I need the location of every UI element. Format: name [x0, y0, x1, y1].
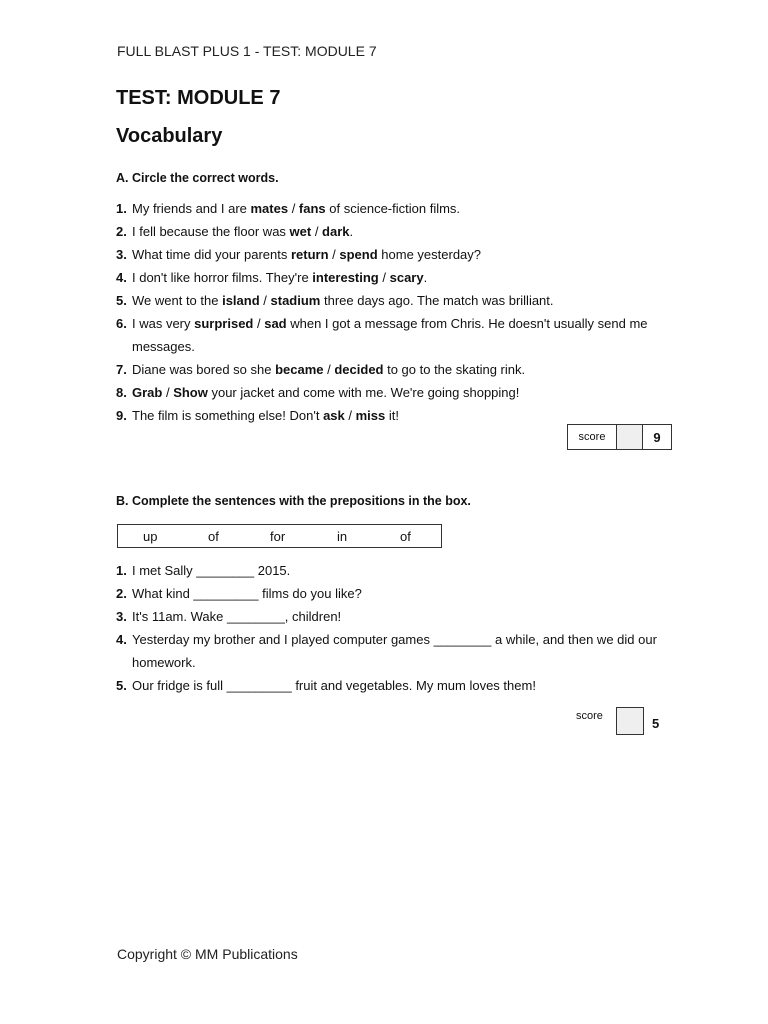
score-input[interactable] [616, 707, 644, 735]
item-number: 2. [116, 224, 127, 239]
option-word[interactable]: stadium [270, 293, 321, 308]
option-word[interactable]: mates [250, 201, 289, 216]
copyright-footer: Copyright © MM Publications [117, 946, 298, 962]
item-text: Diane was bored so she [132, 362, 276, 377]
page-title: TEST: MODULE 7 [116, 87, 281, 109]
item-text: The film is something else! Don't [132, 408, 324, 423]
item-number: 2. [116, 586, 127, 601]
separator: / [328, 247, 340, 262]
item-text[interactable]: It's 11am. Wake ________, children! [132, 609, 342, 624]
option-word[interactable]: decided [334, 362, 384, 377]
list-item [116, 582, 676, 605]
item-text: My friends and I are [132, 201, 251, 216]
word-box [117, 524, 442, 548]
list-item [116, 289, 676, 312]
item-text: I fell because the floor was [132, 224, 290, 239]
option-word[interactable]: wet [289, 224, 312, 239]
item-text: when I got a message from Chris. He doesn't usually send me messages. [132, 316, 648, 354]
word-box-item: of [208, 528, 219, 544]
item-number: 8. [116, 385, 127, 400]
item-number: 5. [116, 293, 127, 308]
item-text: of science-fiction films. [325, 201, 461, 216]
option-word[interactable]: interesting [312, 270, 379, 285]
separator: / [253, 316, 265, 331]
option-word[interactable]: Grab [132, 385, 163, 400]
option-word[interactable]: scary [389, 270, 424, 285]
word-box-item: of [400, 528, 411, 544]
item-number: 7. [116, 362, 127, 377]
list-item [116, 605, 676, 628]
item-text: three days ago. The match was brilliant. [320, 293, 554, 308]
item-text[interactable]: What kind _________ films do you like? [132, 586, 362, 601]
word-box-item: up [143, 528, 158, 544]
score-label: score [576, 710, 603, 722]
option-word[interactable]: ask [323, 408, 345, 423]
list-item [116, 197, 676, 220]
word-box-item: in [337, 528, 348, 544]
list-item [116, 220, 676, 243]
option-word[interactable]: surprised [194, 316, 254, 331]
score-max: 9 [653, 429, 661, 445]
list-item [116, 628, 676, 674]
section-title: Vocabulary [116, 125, 223, 147]
item-number: 4. [116, 270, 127, 285]
part-b-list [116, 559, 676, 697]
item-text[interactable]: Our fridge is full _________ fruit and vegetables. My mum loves them! [132, 678, 536, 693]
score-input[interactable] [617, 425, 643, 449]
option-word[interactable]: Show [173, 385, 208, 400]
separator: / [259, 293, 271, 308]
item-text: your jacket and come with me. We're going shopping! [207, 385, 520, 400]
part-a-instruction: A. Circle the correct words. [116, 171, 279, 185]
option-word[interactable]: spend [339, 247, 378, 262]
list-item [116, 243, 676, 266]
item-text: . [349, 224, 354, 239]
option-word[interactable]: return [290, 247, 329, 262]
separator: / [311, 224, 323, 239]
list-item [116, 312, 676, 358]
item-text: What time did your parents [132, 247, 291, 262]
item-text[interactable]: Yesterday my brother and I played computer games ________ a while, and then we did our homework. [132, 632, 657, 670]
item-text: to go to the skating rink. [383, 362, 526, 377]
item-number: 1. [116, 563, 127, 578]
separator: / [288, 201, 299, 216]
item-number: 6. [116, 316, 127, 331]
option-word[interactable]: dark [322, 224, 350, 239]
item-text[interactable]: I met Sally ________ 2015. [132, 563, 291, 578]
list-item [116, 559, 676, 582]
list-item [116, 358, 676, 381]
separator: / [378, 270, 390, 285]
item-text: We went to the [132, 293, 223, 308]
separator: / [344, 408, 356, 423]
item-text: home yesterday? [377, 247, 482, 262]
item-text: I don't like horror films. They're [132, 270, 313, 285]
option-word[interactable]: fans [298, 201, 326, 216]
item-number: 1. [116, 201, 127, 216]
part-a-list [116, 197, 676, 427]
page-header: FULL BLAST PLUS 1 - TEST: MODULE 7 [117, 43, 377, 59]
item-text: . [423, 270, 428, 285]
separator: / [323, 362, 335, 377]
option-word[interactable]: sad [264, 316, 287, 331]
score-label: score [568, 425, 617, 449]
list-item [116, 674, 676, 697]
item-text: it! [385, 408, 399, 423]
item-text: I was very [132, 316, 195, 331]
separator: / [162, 385, 174, 400]
option-word[interactable]: island [222, 293, 260, 308]
score-box-a [567, 424, 672, 450]
word-box-item: for [270, 528, 286, 544]
item-number: 3. [116, 609, 127, 624]
list-item [116, 266, 676, 289]
item-number: 4. [116, 632, 127, 647]
item-number: 5. [116, 678, 127, 693]
option-word[interactable]: became [275, 362, 324, 377]
list-item [116, 381, 676, 404]
option-word[interactable]: miss [355, 408, 386, 423]
score-max: 5 [652, 716, 660, 731]
item-number: 3. [116, 247, 127, 262]
item-number: 9. [116, 408, 127, 423]
part-b-instruction: B. Complete the sentences with the prepositions in the box. [116, 494, 471, 508]
